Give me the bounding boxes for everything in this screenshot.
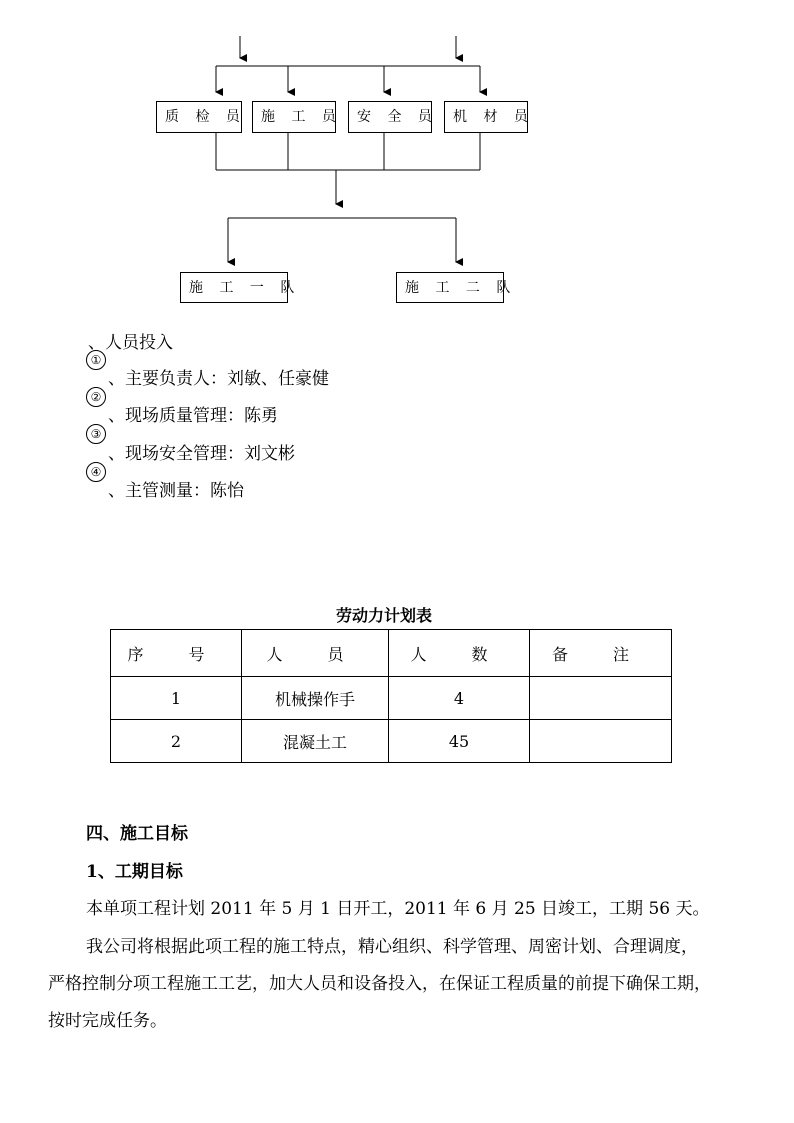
section-heading: 四、施工目标 — [86, 824, 188, 844]
commitment-line-3: 按时完成任务。 — [48, 1011, 167, 1031]
personnel-item-2: 、现场质量管理：陈勇 — [108, 406, 278, 426]
team-box-two: 施 工 二 队 — [396, 272, 504, 303]
table-row — [111, 720, 672, 763]
header-serial: 序 号 — [111, 630, 242, 677]
personnel-item-1: 、主要负责人：刘敏、任豪健 — [108, 369, 329, 389]
subsection-heading: 1、工期目标 — [86, 862, 183, 882]
cell-personnel: 混凝土工 — [242, 720, 389, 763]
personnel-item-3: 、现场安全管理：刘文彬 — [108, 444, 295, 464]
item-number-4: ④ — [86, 462, 106, 482]
personnel-item-4: 、主管测量：陈怡 — [108, 481, 244, 501]
item-number-2: ② — [86, 387, 106, 407]
cell-personnel: 机械操作手 — [242, 677, 389, 720]
cell-serial: 2 — [111, 720, 242, 763]
team-box-one: 施 工 一 队 — [180, 272, 288, 303]
item-number-3: ③ — [86, 424, 106, 444]
role-box-materials-officer: 机 材 员 — [444, 101, 528, 133]
role-box-quality-inspector: 质 检 员 — [156, 101, 242, 133]
labor-table-title: 劳动力计划表 — [336, 606, 433, 625]
item-number-1: ① — [86, 350, 106, 370]
labor-plan-table — [110, 629, 672, 763]
cell-count: 45 — [389, 720, 530, 763]
table-header-row — [111, 630, 672, 677]
cell-serial: 1 — [111, 677, 242, 720]
role-box-safety-officer: 安 全 员 — [348, 101, 432, 133]
table-row — [111, 677, 672, 720]
cell-count: 4 — [389, 677, 530, 720]
cell-remarks — [530, 677, 672, 720]
cell-remarks — [530, 720, 672, 763]
header-personnel: 人 员 — [242, 630, 389, 677]
schedule-paragraph: 本单项工程计划 2011 年 5 月 1 日开工，2011 年 6 月 25 日竣工，工期 56 天。 — [86, 899, 710, 919]
header-count: 人 数 — [389, 630, 530, 677]
commitment-line-1: 我公司将根据此项工程的施工特点，精心组织、科学管理、周密计划、合理调度， — [86, 937, 698, 957]
personnel-heading: 、人员投入 — [88, 333, 173, 353]
role-box-construction-worker: 施 工 员 — [252, 101, 336, 133]
header-remarks: 备 注 — [530, 630, 672, 677]
commitment-line-2: 严格控制分项工程施工工艺，加大人员和设备投入，在保证工程质量的前提下确保工期， — [48, 974, 711, 994]
